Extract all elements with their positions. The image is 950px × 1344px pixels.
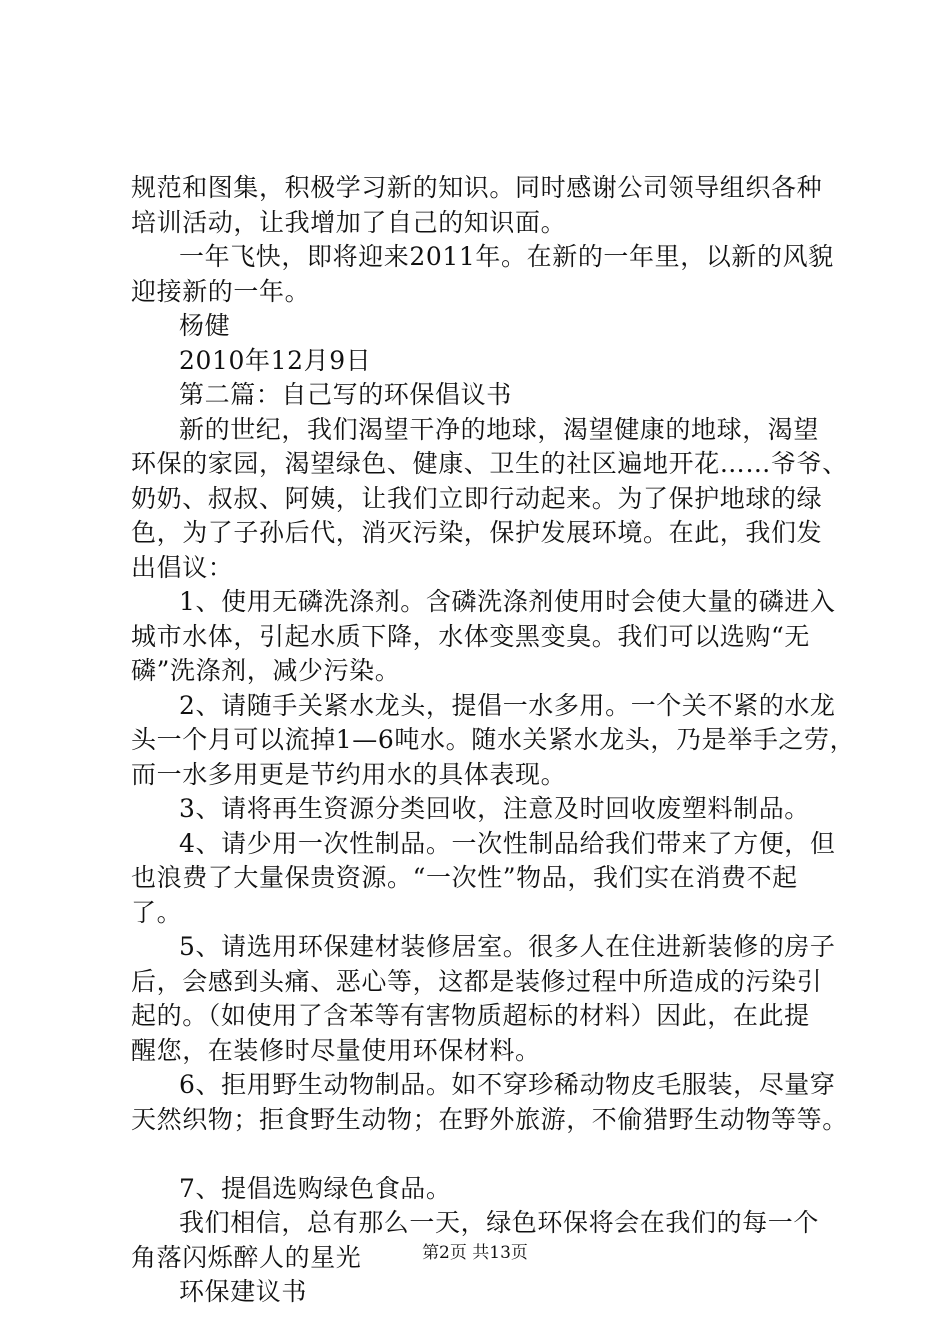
- paragraph-line: 培训活动，让我增加了自己的知识面。: [131, 207, 567, 237]
- paragraph-line: 奶奶、叔叔、阿姨，让我们立即行动起来。为了保护地球的绿: [131, 483, 823, 513]
- paragraph-line: 一年飞快，即将迎来2011年。在新的一年里，以新的风貌: [179, 242, 834, 271]
- paragraph-line: 环保的家园，渴望绿色、健康、卫生的社区遍地开花……爷爷、: [131, 449, 848, 478]
- blank-line: [131, 1137, 851, 1172]
- list-item-line: 天然织物；拒食野生动物；在野外旅游，不偷猎野生动物等等。: [131, 1104, 848, 1134]
- paragraph-line: 新的世纪，我们渴望干净的地球，渴望健康的地球，渴望: [179, 414, 820, 444]
- list-item-line: 4、请少用一次性制品。一次性制品给我们带来了方便，但: [179, 828, 836, 858]
- list-item-line: 也浪费了大量保贵资源。“一次性”物品，我们实在消费不起: [131, 863, 798, 892]
- list-item-line: 5、请选用环保建材装修居室。很多人在住进新装修的房子: [179, 932, 836, 961]
- list-item-line: 城市水体，引起水质下降，水体变黑变臭。我们可以选购“无: [131, 621, 810, 651]
- list-item-line: 6、拒用野生动物制品。如不穿珍稀动物皮毛服装，尽量穿: [179, 1070, 836, 1099]
- section-heading: 第二篇：自己写的环保倡议书: [179, 380, 512, 409]
- list-item-line: 而一水多用更是节约用水的具体表现。: [131, 759, 567, 789]
- author-name: 杨健: [179, 311, 231, 340]
- list-item-line: 7、提倡选购绿色食品。: [179, 1173, 452, 1203]
- list-item-line: 1、使用无磷洗涤剂。含磷洗涤剂使用时会使大量的磷进入: [179, 587, 836, 616]
- paragraph-line: 出倡议：: [131, 552, 234, 582]
- paragraph-line: 迎接新的一年。: [131, 276, 311, 306]
- list-item-line: 醒您，在装修时尽量使用环保材料。: [131, 1035, 541, 1065]
- list-item-line: 头一个月可以流掉1—6吨水。随水关紧水龙头，乃是举手之劳，: [131, 725, 856, 754]
- section-heading: 环保建议书: [179, 1277, 308, 1306]
- document-body: [131, 171, 856, 1310]
- paragraph-line: 规范和图集，积极学习新的知识。同时感谢公司领导组织各种: [131, 173, 823, 202]
- list-item-line: 2、请随手关紧水龙头，提倡一水多用。一个关不紧的水龙: [179, 690, 836, 720]
- page-footer: [0, 1242, 950, 1264]
- paragraph-line: 色，为了子孙后代，消灭污染，保护发展环境。在此，我们发: [131, 518, 823, 547]
- list-item-line: 后，会感到头痛、恶心等，这都是装修过程中所造成的污染引: [131, 966, 823, 996]
- list-item-line: 3、请将再生资源分类回收，注意及时回收废塑料制品。: [179, 794, 810, 823]
- list-item-line: 磷”洗涤剂，减少污染。: [131, 656, 401, 685]
- paragraph-line: 我们相信，总有那么一天，绿色环保将会在我们的每一个: [179, 1208, 820, 1237]
- letter-date: 2010年12月9日: [179, 345, 372, 375]
- paragraph-line: 角落闪烁醉人的星光: [131, 1242, 362, 1272]
- list-item-line: 了。: [131, 897, 183, 927]
- page-number: 第2页 共13页: [422, 1243, 528, 1263]
- list-item-line: 起的。（如使用了含苯等有害物质超标的材料）因此，在此提: [131, 1001, 810, 1030]
